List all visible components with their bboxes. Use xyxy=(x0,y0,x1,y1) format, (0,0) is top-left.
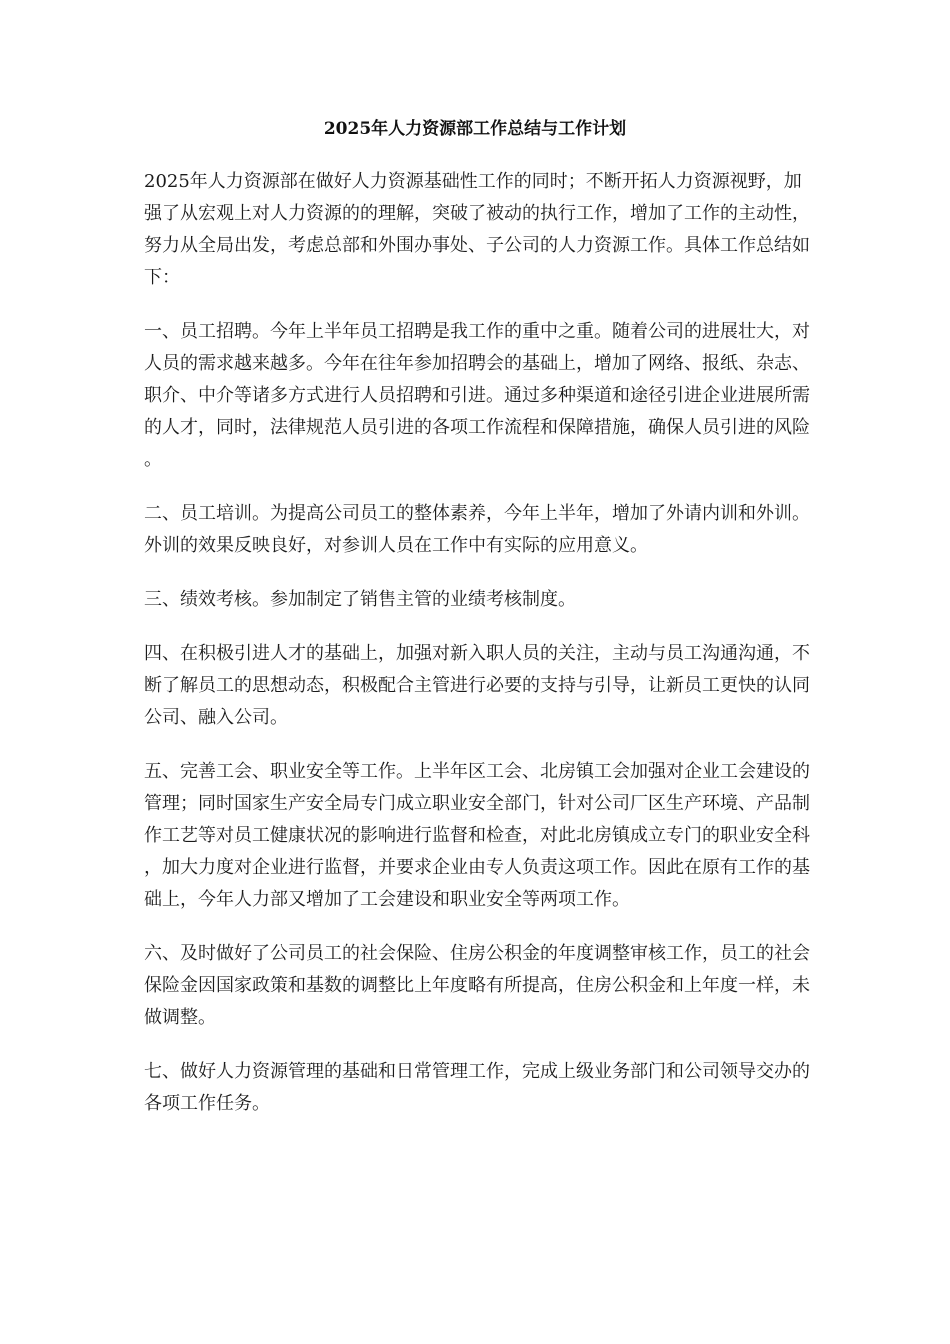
paragraph-intro: 2025年人力资源部在做好人力资源基础性工作的同时；不断开拓人力资源视野，加强了从宏观上对人力资源的的理解，突破了被动的执行工作，增加了工作的主动性，努力从全局出发，考虑总部和外围办事处、子公司的人力资源工作。具体工作总结如下： xyxy=(144,171,810,288)
paragraph-daily-management: 七、做好人力资源管理的基础和日常管理工作，完成上级业务部门和公司领导交办的各项工作任务。 xyxy=(144,1061,810,1114)
paragraph-union-safety: 五、完善工会、职业安全等工作。上半年区工会、北房镇工会加强对企业工会建设的管理；同时国家生产安全局专门成立职业安全部门，针对公司厂区生产环境、产品制作工艺等对员工健康状况的影响进行监督和检查，对此北房镇成立专门的职业安全科，加大力度对企业进行监督，并要求企业由专人负责这项工作。因此在原有工作的基础上，今年人力部又增加了工会建设和职业安全等两项工作。 xyxy=(144,761,810,910)
paragraph-onboarding: 四、在积极引进人才的基础上，加强对新入职人员的关注，主动与员工沟通沟通，不断了解员工的思想动态，积极配合主管进行必要的支持与引导，让新员工更快的认同公司、融入公司。 xyxy=(144,643,810,728)
paragraph-performance: 三、绩效考核。参加制定了销售主管的业绩考核制度。 xyxy=(144,589,576,610)
paragraph-training: 二、员工培训。为提高公司员工的整体素养，今年上半年，增加了外请内训和外训。外训的效果反映良好，对参训人员在工作中有实际的应用意义。 xyxy=(144,503,810,556)
document-title: 2025年人力资源部工作总结与工作计划 xyxy=(323,119,627,139)
document-body xyxy=(144,166,810,1142)
paragraph-social-insurance: 六、及时做好了公司员工的社会保险、住房公积金的年度调整审核工作，员工的社会保险金因国家政策和基数的调整比上年度略有所提高，住房公积金和上年度一样，未做调整。 xyxy=(144,943,810,1028)
paragraph-recruitment: 一、员工招聘。今年上半年员工招聘是我工作的重中之重。随着公司的进展壮大，对人员的需求越来越多。今年在往年参加招聘会的基础上，增加了网络、报纸、杂志、职介、中介等诸多方式进行人员招聘和引进。通过多种渠道和途径引进企业进展所需的人才，同时，法律规范人员引进的各项工作流程和保障措施，确保人员引进的风险。 xyxy=(144,321,810,470)
